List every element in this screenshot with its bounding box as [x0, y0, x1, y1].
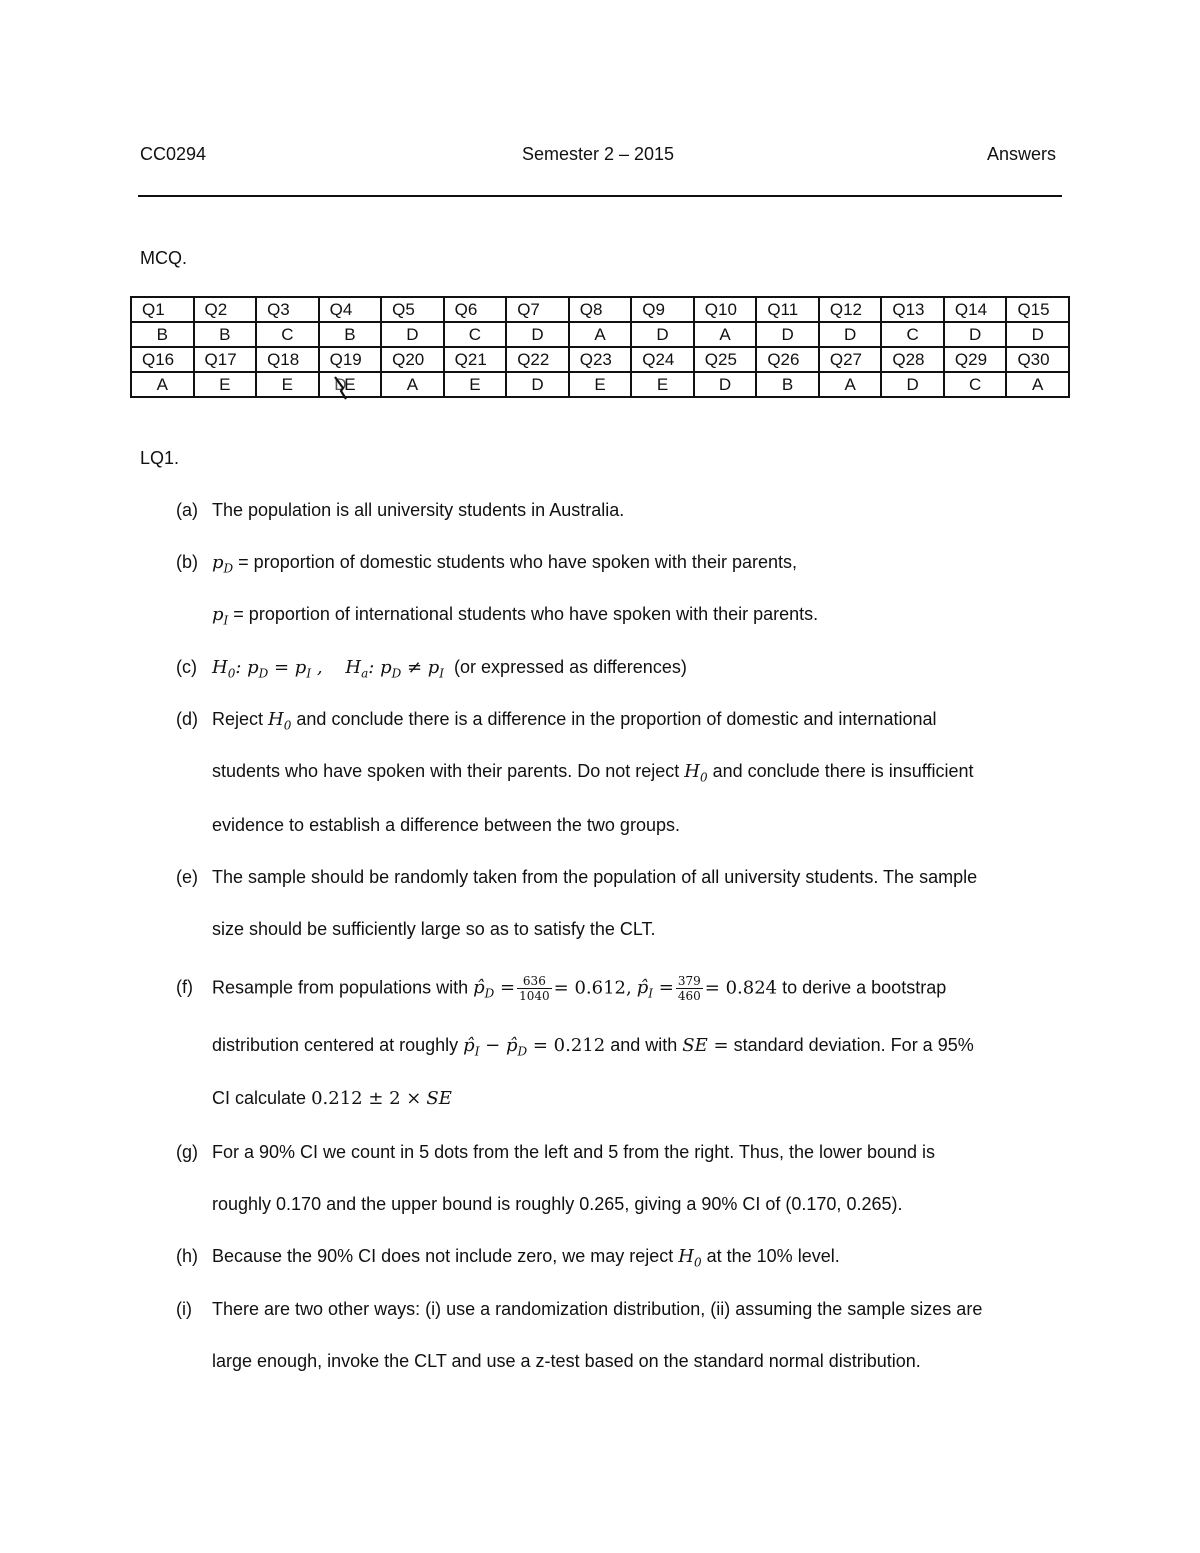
answer-cell: A — [381, 372, 444, 397]
question-cell: Q20 — [381, 347, 444, 372]
question-cell: Q23 — [569, 347, 632, 372]
question-cell: Q26 — [756, 347, 819, 372]
answer-cell: B — [319, 322, 382, 347]
denominator: 460 — [677, 989, 701, 1003]
answer-cell: B — [756, 372, 819, 397]
phat-d-value: 0.612, — [574, 977, 632, 999]
fraction-international — [676, 974, 703, 1003]
answer-cell: A — [131, 372, 194, 397]
struck-answer: D — [334, 375, 347, 394]
answer-cell: D — [694, 372, 757, 397]
question-cell: Q3 — [256, 297, 319, 322]
question-cell: Q5 — [381, 297, 444, 322]
answer-cell: D — [819, 322, 882, 347]
item-text: (or expressed as differences) — [454, 657, 687, 677]
answer-cell: C — [944, 372, 1007, 397]
math-pi: $p_I$ — [212, 604, 229, 628]
item-text: Because the 90% CI does not include zero, we may reject — [212, 1246, 674, 1266]
denominator: 1040 — [519, 989, 550, 1003]
item-text: Reject — [212, 709, 264, 729]
ci-formula: 0.212 ± 2 × — [311, 1088, 422, 1109]
lq1-item-d-line2 — [212, 758, 973, 791]
lq1-item-g-line2 — [212, 1191, 902, 1217]
answer-cell: D — [944, 322, 1007, 347]
answer-cell: C — [256, 322, 319, 347]
question-cell: Q19 — [319, 347, 382, 372]
question-cell: Q13 — [881, 297, 944, 322]
question-cell: Q4 — [319, 297, 382, 322]
lq1-item-f-line2 — [212, 1032, 974, 1065]
item-text: For a 90% CI we count in 5 dots from the left and 5 from the right. Thus, the lower bound is — [212, 1142, 936, 1162]
item-text: students who have spoken with their parents. Do not reject — [212, 761, 680, 781]
mcq-question-row — [131, 297, 1069, 322]
answer-cell: D — [881, 372, 944, 397]
item-text: and conclude there is insufficient — [712, 761, 974, 781]
mcq-answer-table — [130, 296, 1070, 398]
lq1-item-f — [176, 974, 946, 1007]
answer-cell: A — [694, 322, 757, 347]
math-diff: $p̂_I$ − $p̂_D$ = — [463, 1035, 554, 1059]
question-cell: Q18 — [256, 347, 319, 372]
item-text: The population is all university students in Australia. — [212, 500, 625, 520]
numerator: 379 — [677, 974, 701, 988]
answer-cell: B — [194, 322, 257, 347]
page-header — [140, 144, 1056, 170]
lq1-item-a — [176, 497, 624, 523]
math-pd: $p_D$ — [212, 552, 234, 576]
lq1-item-e-line2 — [212, 916, 656, 942]
item-letter: (h) — [176, 1246, 198, 1266]
answer-cell: D — [381, 322, 444, 347]
answer-cell: A — [569, 322, 632, 347]
answer-cell: B — [131, 322, 194, 347]
strike-mark — [334, 375, 348, 401]
question-cell: Q21 — [444, 347, 507, 372]
question-cell: Q25 — [694, 347, 757, 372]
answer-value: E — [344, 375, 356, 394]
lq1-item-b — [176, 549, 797, 582]
lq1-item-d-line3 — [212, 812, 680, 838]
item-text: The sample should be randomly taken from the population of all university students. The sample — [212, 867, 978, 887]
answer-cell: E — [256, 372, 319, 397]
lq1-item-d — [176, 706, 937, 739]
lq1-item-f-line3 — [212, 1085, 452, 1112]
item-text: distribution centered at roughly — [212, 1035, 459, 1055]
phat-i-value: 0.824 — [725, 977, 778, 999]
item-text: and with — [610, 1035, 678, 1055]
question-cell: Q7 — [506, 297, 569, 322]
lq1-item-b-line2 — [212, 601, 818, 634]
question-cell: Q16 — [131, 347, 194, 372]
lq1-item-i — [176, 1296, 982, 1322]
question-cell: Q17 — [194, 347, 257, 372]
question-cell: Q15 — [1006, 297, 1069, 322]
answer-cell: D — [506, 372, 569, 397]
diff-value: 0.212 — [553, 1035, 606, 1056]
answers-label: Answers — [986, 144, 1056, 164]
answer-cell: C — [881, 322, 944, 347]
item-text: There are two other ways: (i) use a randomization distribution, (ii) assuming the sample sizes are — [212, 1299, 983, 1319]
math-hypotheses: $H_0$: $p_D = p_I$ , $H_a$: $p_D \ne p_I$ — [212, 657, 445, 681]
answer-cell — [319, 372, 382, 397]
answer-cell: E — [444, 372, 507, 397]
answer-cell: E — [569, 372, 632, 397]
math-h0: $H_0$ — [684, 761, 708, 785]
answer-cell: D — [1006, 322, 1069, 347]
question-cell: Q12 — [819, 297, 882, 322]
item-text: large enough, invoke the CLT and use a z-test based on the standard normal distribution. — [212, 1351, 921, 1371]
answer-cell: A — [1006, 372, 1069, 397]
fraction-domestic — [517, 974, 552, 1003]
mcq-answer-row — [131, 372, 1069, 397]
item-text: Resample from populations with — [212, 977, 469, 998]
answer-cell: D — [506, 322, 569, 347]
lq1-item-h — [176, 1243, 840, 1276]
math-eq: = — [704, 977, 726, 999]
answer-cell: E — [194, 372, 257, 397]
item-letter: (f) — [176, 977, 193, 998]
answer-cell: E — [631, 372, 694, 397]
lq1-item-g — [176, 1139, 935, 1165]
question-cell: Q28 — [881, 347, 944, 372]
question-cell: Q29 — [944, 347, 1007, 372]
item-letter: (b) — [176, 552, 198, 572]
mcq-question-row — [131, 347, 1069, 372]
answer-cell: C — [444, 322, 507, 347]
item-letter: (e) — [176, 867, 198, 887]
item-text: standard deviation. For a 95% — [733, 1035, 974, 1055]
lq1-heading: LQ1. — [140, 448, 180, 468]
course-code: CC0294 — [140, 144, 207, 164]
item-text: at the 10% level. — [706, 1246, 840, 1266]
item-text: and conclude there is a difference in the proportion of domestic and international — [296, 709, 937, 729]
mcq-heading: MCQ. — [140, 248, 187, 268]
item-text: = proportion of international students who have spoken with their parents. — [233, 604, 819, 624]
answer-cell: D — [631, 322, 694, 347]
question-cell: Q1 — [131, 297, 194, 322]
semester-label: Semester 2 – 2015 — [521, 144, 675, 164]
question-cell: Q27 — [819, 347, 882, 372]
item-text: evidence to establish a difference between the two groups. — [212, 815, 680, 835]
math-eq: = — [553, 977, 575, 999]
question-cell: Q8 — [569, 297, 632, 322]
question-cell: Q2 — [194, 297, 257, 322]
question-cell: Q22 — [506, 347, 569, 372]
item-letter: (d) — [176, 709, 198, 729]
item-letter: (c) — [176, 657, 197, 677]
item-text: = proportion of domestic students who have spoken with their parents, — [238, 552, 797, 572]
lq1-item-c — [176, 654, 687, 687]
lq1-item-i-line2 — [212, 1348, 921, 1374]
answer-cell: A — [819, 372, 882, 397]
math-se: SE = — [682, 1035, 729, 1056]
math-phat-d: $p̂_D$ = — [473, 977, 516, 1001]
question-cell: Q24 — [631, 347, 694, 372]
math-phat-i: $p̂_I$ = — [636, 977, 674, 1001]
item-letter: (i) — [176, 1299, 192, 1319]
item-text: size should be sufficiently large so as to satisfy the CLT. — [212, 919, 656, 939]
question-cell: Q14 — [944, 297, 1007, 322]
question-cell: Q6 — [444, 297, 507, 322]
item-text: to derive a bootstrap — [782, 977, 947, 998]
corrected-answer — [334, 373, 356, 396]
question-cell: Q11 — [756, 297, 819, 322]
mcq-answer-row — [131, 322, 1069, 347]
answer-cell: D — [756, 322, 819, 347]
math-h0: $H_0$ — [678, 1246, 702, 1270]
item-letter: (a) — [176, 500, 198, 520]
item-text: CI calculate — [212, 1088, 307, 1108]
header-rule — [138, 195, 1062, 197]
math-se: SE — [426, 1088, 452, 1109]
question-cell: Q9 — [631, 297, 694, 322]
math-h0: $H_0$ — [268, 709, 292, 733]
numerator: 636 — [517, 974, 552, 989]
item-text: roughly 0.170 and the upper bound is roughly 0.265, giving a 90% CI of (0.170, 0.265). — [212, 1194, 903, 1214]
item-letter: (g) — [176, 1142, 198, 1162]
question-cell: Q10 — [694, 297, 757, 322]
question-cell: Q30 — [1006, 347, 1069, 372]
lq1-item-e — [176, 864, 977, 890]
